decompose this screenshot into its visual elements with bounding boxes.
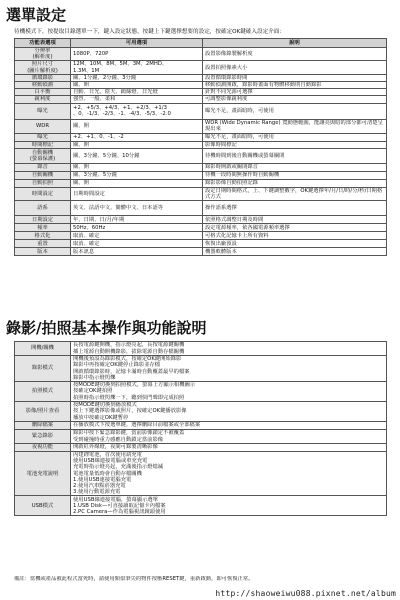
row-description: 曝光不足，畫面暗時，可使用 bbox=[203, 133, 387, 141]
menu-intro-text: 待機模式下，按提取目錄選單一下，鍵入設定狀態，按鍵上下鍵選擇想要的設定，按確定OK鍵確入設定介面： bbox=[14, 29, 285, 35]
row-label: 緊急錄影 bbox=[15, 430, 71, 444]
table-row bbox=[15, 61, 387, 74]
table-row bbox=[15, 430, 387, 444]
row-label: WDR bbox=[15, 119, 71, 133]
row-label: 時間設定 bbox=[15, 187, 71, 200]
row-options: 年、日期、日/月/年期 bbox=[71, 216, 203, 224]
table-row bbox=[15, 133, 387, 141]
row-description: 按MODE鍵切換到拍照模式，螢幕上方顯示相機圖示 按確定OK鍵拍照 拍照時指示燈閃爍一下，聽到快門聲即完成拍照 bbox=[71, 382, 387, 402]
row-description: 按MODE鍵切換到播放模式 按上下鍵選擇影像或照片，按確定OK鍵播放影像 播放中按確定OK鍵暫停 bbox=[71, 402, 387, 422]
table-row bbox=[15, 103, 387, 119]
table-row bbox=[15, 148, 387, 163]
header-cell: 說明 bbox=[203, 39, 387, 48]
row-description: 移動偵測開啟，錄影時畫面有物體移動則自動錄影 bbox=[203, 82, 387, 89]
row-label: 日期設定 bbox=[15, 216, 71, 224]
row-options: 關、3分鐘、5分鐘 bbox=[71, 171, 203, 179]
table-row bbox=[15, 89, 387, 96]
row-description: 設定電源頻率，依各國電源頻率選擇 bbox=[203, 224, 387, 232]
header-cell: 可用選項 bbox=[71, 39, 203, 48]
table-row bbox=[15, 224, 387, 232]
table-row bbox=[15, 248, 387, 256]
table-row bbox=[15, 163, 387, 171]
row-options: 50Hz、60Hz bbox=[71, 224, 203, 232]
row-label: 分辨率 (解析度) bbox=[15, 48, 71, 61]
table-row bbox=[15, 48, 387, 61]
table-row bbox=[15, 452, 387, 496]
row-options: 關、開 bbox=[71, 82, 203, 89]
row-label: 拍照模式 bbox=[15, 382, 71, 402]
table-row bbox=[15, 171, 387, 179]
row-label: 重置 bbox=[15, 240, 71, 248]
row-description: 錄影時開啟或關閉錄音 bbox=[203, 163, 387, 171]
row-options: 版本訊息 bbox=[71, 248, 203, 256]
table-row bbox=[15, 382, 387, 402]
table-row bbox=[15, 201, 387, 216]
row-label: 白平衡 bbox=[15, 89, 71, 96]
row-label: 刪除檔案 bbox=[15, 422, 71, 430]
row-options: 關、1分鐘、2分鐘、3分鐘 bbox=[71, 74, 203, 81]
row-description: WDR (Wide Dynamic Range) 寬動態範圍，能讓亮與暗的部分都可清楚呈現出來 bbox=[203, 119, 387, 133]
operation-title: 錄影/拍照基本操作與功能說明 bbox=[6, 319, 207, 337]
row-label: 循環錄影 bbox=[15, 74, 71, 81]
row-options: 關、開 bbox=[71, 179, 203, 187]
row-description: 恢復出廠預設 bbox=[203, 240, 387, 248]
row-label: 頻率 bbox=[15, 224, 71, 232]
row-description: 長按電源鍵開機，指示燈亮起，長按電源鍵關機 插上電源自動開機錄影，拔除電源自動存檔關機 bbox=[71, 342, 387, 356]
row-label: 格式化 bbox=[15, 232, 71, 240]
row-label: 電池充電說明 bbox=[15, 452, 71, 496]
watermark-url: http://shaoweiwu088.pixnet.net/album bbox=[215, 589, 396, 598]
operation-table bbox=[14, 341, 387, 516]
table-row bbox=[15, 356, 387, 382]
table-row bbox=[15, 216, 387, 224]
table-row bbox=[15, 141, 387, 148]
table-row bbox=[15, 187, 387, 200]
table-row bbox=[15, 232, 387, 240]
row-options: 關、開 bbox=[71, 141, 203, 148]
row-description: 可調整影像銳利度 bbox=[203, 96, 387, 103]
row-options: 取消、確定 bbox=[71, 232, 203, 240]
row-description: 使用USB線連接電腦，螢幕顯示選單 1.USB Disk—可直接讀取記憶卡內檔案 2.PC Camera—作為電腦視訊鏡頭使用 bbox=[71, 496, 387, 516]
row-label: 自動關機 (螢幕保護) bbox=[15, 148, 71, 163]
row-description: 機器軟體版本 bbox=[203, 248, 387, 256]
table-row bbox=[15, 96, 387, 103]
row-label: 自動關機 bbox=[15, 171, 71, 179]
row-options: 取消、確定 bbox=[71, 240, 203, 248]
row-description: 可格式化記憶卡上所有資料 bbox=[203, 232, 387, 240]
row-label: 影像/照片查看 bbox=[15, 402, 71, 422]
table-row bbox=[15, 179, 387, 187]
row-label: 曝光 bbox=[15, 103, 71, 119]
row-options: 強烈、一般、柔和 bbox=[71, 96, 203, 103]
row-label: 銳利度 bbox=[15, 96, 71, 103]
row-description: 待機時間到後自動關機或螢幕關閉 bbox=[203, 148, 387, 163]
row-description: 開機後預設為錄影模式，按確定OK鍵開始錄影 錄影中再按確定OK鍵停止錄影並存檔 開啟循環錄影時，記憶卡滿時自動覆蓋最早的檔案 錄影中指示燈閃爍 bbox=[71, 356, 387, 382]
table-header bbox=[15, 39, 387, 48]
row-label: 夜視功能 bbox=[15, 444, 71, 452]
row-label: 錄音 bbox=[15, 163, 71, 171]
table-row bbox=[15, 402, 387, 422]
row-options: +2、+5/3、+4/3、+1、+2/3、+1/3 、0、-1/3、-2/3、-1、-4/3、-5/3、-2.0 bbox=[71, 103, 203, 119]
table-row bbox=[15, 342, 387, 356]
row-description: 錄影中按下緊急錄影鍵，當前影像鎖定不被覆蓋 受到碰撞時重力感應自動鎖定當前影像 bbox=[71, 430, 387, 444]
header-cell: 功能表選項 bbox=[15, 39, 71, 48]
row-options: 日期時間設定 bbox=[71, 187, 203, 200]
row-options: 自動、日光、陰天、鎢絲燈、日光燈 bbox=[71, 89, 203, 96]
row-description: 針對不同光源可選擇 bbox=[203, 89, 387, 96]
row-label: 時間標記 bbox=[15, 141, 71, 148]
row-label: 曝光 bbox=[15, 133, 71, 141]
row-description: 曝光不足，畫面暗時，可使用 bbox=[203, 103, 387, 119]
row-description: 影像時間標記 bbox=[203, 141, 387, 148]
row-label: 版本 bbox=[15, 248, 71, 256]
row-options: +2、+1、0、-1、-2 bbox=[71, 133, 203, 141]
row-description: 在播放模式下按選單鍵，選擇刪除目前檔案或全部檔案 bbox=[71, 422, 387, 430]
row-options: 12M、10M、8M、5M、3M、2MHD、 1.3M、1M bbox=[71, 61, 203, 74]
row-label: 照片尺寸 (圖片解析度) bbox=[15, 61, 71, 74]
row-description: 設定日期時間格式，上、下鍵調整數字，OK鍵選擇年/月/日/時/分/秒/日期格式方式 bbox=[203, 187, 387, 200]
row-options: 1080P、720P bbox=[71, 48, 203, 61]
row-description: 錄影影像自動拍照記錄 bbox=[203, 179, 387, 187]
row-description: 設置影像錄製解析度 bbox=[203, 48, 387, 61]
table-row bbox=[15, 422, 387, 430]
row-label: 開機/關機 bbox=[15, 342, 71, 356]
row-options: 英文、法語中文、簡體中文、日本語等 bbox=[71, 201, 203, 216]
menu-settings-title: 選單設定 bbox=[6, 6, 67, 24]
row-label: 移動偵測 bbox=[15, 82, 71, 89]
row-options: 關、開 bbox=[71, 119, 203, 133]
row-label: USB模式 bbox=[15, 496, 71, 516]
table-row bbox=[15, 74, 387, 81]
row-description: 內建鋰電池，首次使用請充電 使用USB線連接電腦或車充充電 充電時指示燈亮起，充滿後指示燈熄滅 電池電量低時會自動存檔關機 1.使用USB連接電腦充電 2.使用汽車點菸器充電 3.使用行動電源充電 bbox=[71, 452, 387, 496]
row-label: 自動拍照 bbox=[15, 179, 71, 187]
row-options: 關、開 bbox=[71, 163, 203, 171]
table-row bbox=[15, 496, 387, 516]
table-row bbox=[15, 82, 387, 89]
row-description: 依照格式調整日期及時間 bbox=[203, 216, 387, 224]
footnote: 備註：當機或產品被此程式當死時，請使用類似筆尖的物件按壓RESET鍵，重新啟動，即可恢復正常。 bbox=[14, 576, 254, 582]
table-row bbox=[15, 240, 387, 248]
row-description: 開啟紅外線燈，夜間可錄製清晰影像 bbox=[71, 444, 387, 452]
row-description: 操作語系選擇 bbox=[203, 201, 387, 216]
row-description: 設置拍照像素大小 bbox=[203, 61, 387, 74]
menu-settings-table bbox=[14, 38, 387, 256]
row-label: 語系 bbox=[15, 201, 71, 216]
table-row bbox=[15, 119, 387, 133]
table-row bbox=[15, 444, 387, 452]
row-label: 錄影模式 bbox=[15, 356, 71, 382]
row-description: 待機一段時間無操作時自動關機 bbox=[203, 171, 387, 179]
row-description: 設置循環錄影時間 bbox=[203, 74, 387, 81]
row-options: 關、3分鐘、5分鐘、10分鐘 bbox=[71, 148, 203, 163]
